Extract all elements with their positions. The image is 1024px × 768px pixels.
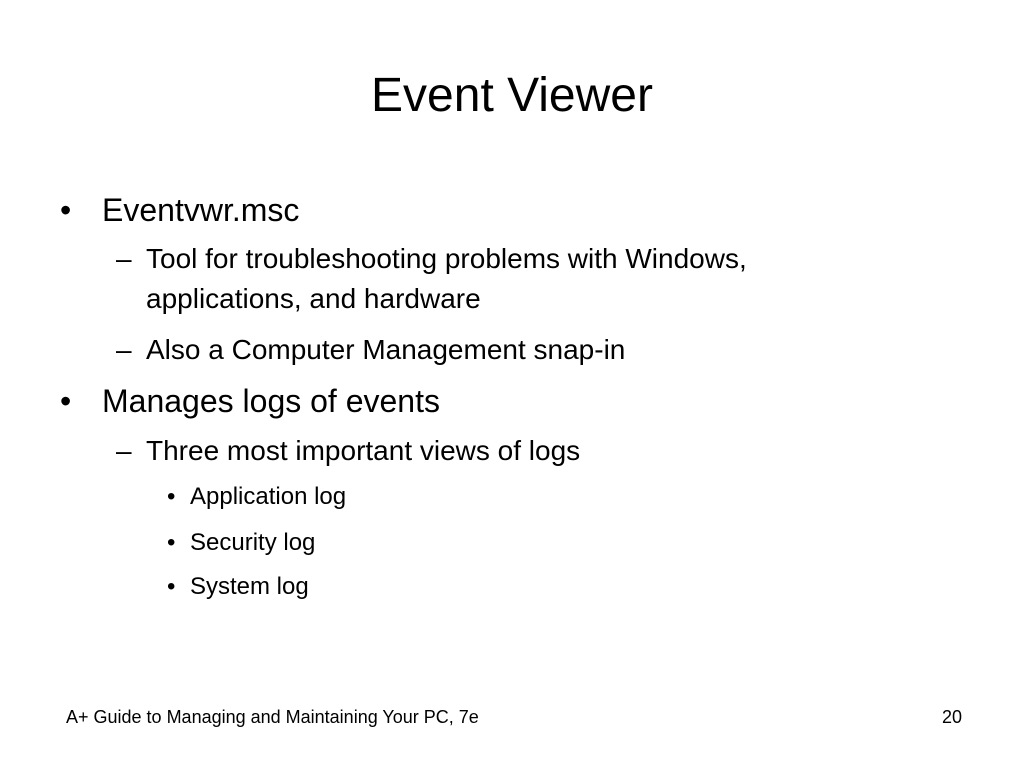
dash-marker: – — [116, 435, 132, 466]
subsubbullet-system-log — [0, 572, 1024, 602]
subsubbullet-application-log — [0, 482, 1024, 512]
subbullet-tool — [0, 240, 1024, 316]
dash-marker: – — [116, 334, 132, 365]
slide-title: Event Viewer — [371, 69, 653, 122]
bullet-marker: • — [167, 483, 176, 510]
dash-marker: – — [116, 243, 132, 274]
subsubbullet-security-log — [0, 528, 1024, 558]
subbullet-text: Also a Computer Management snap-in — [146, 334, 626, 365]
subsubbullet-text: System log — [190, 573, 309, 600]
subbullet-three-views — [0, 432, 1024, 470]
subbullet-snapin — [0, 331, 1024, 369]
bullet-eventvwr — [0, 190, 1024, 230]
bullet-marker: • — [167, 529, 176, 556]
footer-book-title: A+ Guide to Managing and Maintaining Your PC, 7e — [66, 707, 479, 727]
footer-page-number: 20 — [941, 707, 962, 727]
subsubbullet-text: Security log — [190, 529, 316, 556]
subsubbullet-text: Application log — [190, 483, 347, 510]
bullet-text: Manages logs of events — [102, 383, 440, 419]
bullet-text: Eventvwr.msc — [102, 192, 300, 228]
subbullet-text-continued: applications, and hardware — [146, 283, 481, 314]
bullet-marker: • — [60, 383, 72, 419]
bullet-marker: • — [167, 573, 176, 600]
bullet-marker: • — [60, 192, 72, 228]
subbullet-text: Tool for troubleshooting problems with Windows, — [146, 243, 747, 274]
subbullet-text: Three most important views of logs — [146, 435, 581, 466]
bullet-manages-logs — [0, 381, 1024, 421]
